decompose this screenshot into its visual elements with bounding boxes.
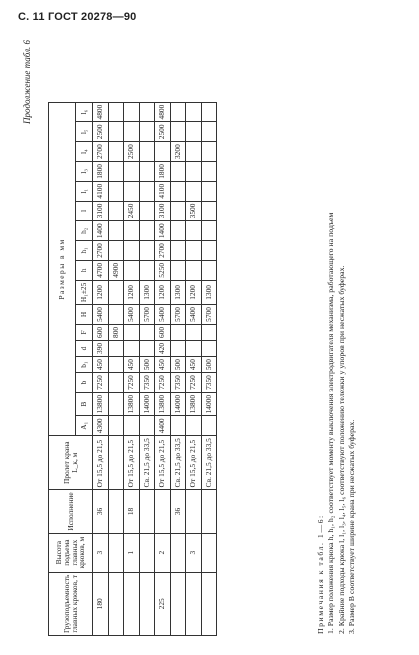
table-cell bbox=[201, 533, 217, 572]
table-cell: 4700 bbox=[93, 260, 109, 280]
table-cell: 36 bbox=[170, 490, 186, 533]
table-notes bbox=[316, 44, 357, 634]
table-cell bbox=[108, 162, 124, 182]
table-cell: 450 bbox=[186, 357, 202, 373]
table-cell bbox=[201, 572, 217, 635]
table-cell bbox=[124, 181, 140, 201]
table-cell: 1200 bbox=[93, 280, 109, 304]
col-b1: b₁ bbox=[76, 357, 93, 373]
table-cell: 2 bbox=[155, 533, 171, 572]
col-height: Высота подъема главных крюков, м bbox=[49, 533, 93, 572]
table-cell bbox=[108, 102, 124, 122]
table-cell: 1200 bbox=[124, 280, 140, 304]
table-cell bbox=[139, 533, 155, 572]
table-cell bbox=[124, 102, 140, 122]
table-cell: 7250 bbox=[186, 373, 202, 393]
table-cell: 14000 bbox=[139, 392, 155, 415]
col-l: l bbox=[76, 201, 93, 221]
table-cell bbox=[170, 221, 186, 241]
table-cell: 3100 bbox=[93, 201, 109, 221]
table-cell bbox=[139, 221, 155, 241]
table-cell: 2500 bbox=[93, 122, 109, 142]
col-d: d bbox=[76, 340, 93, 356]
note-2: 2. Крайние подходы крюка l, l₁, l₃, l₄, l₅, l₆ соответствуют положению тележки у упоров при несжатых буферах. bbox=[336, 265, 346, 634]
table-cell: 180 bbox=[93, 572, 109, 635]
table-cell bbox=[201, 324, 217, 340]
table-cell bbox=[201, 241, 217, 261]
table-cell bbox=[124, 324, 140, 340]
table-row bbox=[108, 102, 124, 635]
table-cell bbox=[124, 162, 140, 182]
table-cell: От 15,5 до 21,5 bbox=[186, 436, 202, 490]
table-cell: 4800 bbox=[155, 102, 171, 122]
table-cell bbox=[108, 490, 124, 533]
table-cell bbox=[124, 260, 140, 280]
table-cell: 4300 bbox=[93, 416, 109, 436]
table-cell bbox=[139, 490, 155, 533]
table-cell: 13800 bbox=[124, 392, 140, 415]
table-cell bbox=[108, 357, 124, 373]
table-cell: 5400 bbox=[155, 305, 171, 325]
table-cell: Св. 21,5 до 33,5 bbox=[170, 436, 186, 490]
table-cell bbox=[170, 162, 186, 182]
table-cell bbox=[108, 201, 124, 221]
table-cell: 7350 bbox=[170, 373, 186, 393]
table-cell bbox=[108, 373, 124, 393]
col-H: H bbox=[76, 305, 93, 325]
table-cell: 1200 bbox=[186, 280, 202, 304]
table-cell bbox=[201, 162, 217, 182]
table-row bbox=[93, 102, 109, 635]
table-cell: Св. 21,5 до 33,5 bbox=[139, 436, 155, 490]
rotated-table-page bbox=[22, 36, 392, 636]
table-cell: 7350 bbox=[139, 373, 155, 393]
col-span: Пролет крана L_к, м bbox=[49, 436, 93, 490]
table-cell bbox=[108, 181, 124, 201]
table-cell bbox=[186, 340, 202, 356]
table-cell: 1800 bbox=[93, 162, 109, 182]
table-cell bbox=[108, 280, 124, 304]
table-cell: 800 bbox=[108, 324, 124, 340]
table-cell bbox=[170, 201, 186, 221]
table-cell: 1 bbox=[124, 533, 140, 572]
table-cell bbox=[155, 142, 171, 162]
table-cell bbox=[139, 260, 155, 280]
col-l6: l₆ bbox=[76, 102, 93, 122]
col-l4: l₄ bbox=[76, 142, 93, 162]
table-cell bbox=[124, 122, 140, 142]
table-row bbox=[170, 102, 186, 635]
table-cell bbox=[186, 162, 202, 182]
table-cell: 450 bbox=[93, 357, 109, 373]
table-cell bbox=[108, 241, 124, 261]
table-cell: 7250 bbox=[93, 373, 109, 393]
table-cell bbox=[139, 572, 155, 635]
table-cell: 4900 bbox=[108, 260, 124, 280]
table-cell: 3500 bbox=[186, 201, 202, 221]
table-cell bbox=[139, 324, 155, 340]
table-cell bbox=[170, 533, 186, 572]
col-l1: l₁ bbox=[76, 181, 93, 201]
table-cell bbox=[201, 260, 217, 280]
table-cell bbox=[186, 324, 202, 340]
note-1: 1. Размер положения крюка h, h₁, h₂ соответствует моменту выключения электродвигателя механизма, работающего на подъем bbox=[326, 212, 336, 634]
table-cell: 600 bbox=[93, 324, 109, 340]
table-cell bbox=[139, 122, 155, 142]
notes-title: Примечания к табл. 1—6: bbox=[316, 514, 325, 634]
table-cell: 13800 bbox=[155, 392, 171, 415]
page-header: С. 11 ГОСТ 20278—90 bbox=[18, 11, 137, 23]
table-cell: 13800 bbox=[186, 392, 202, 415]
table-cell bbox=[201, 416, 217, 436]
table-cell bbox=[124, 572, 140, 635]
table-cell bbox=[139, 241, 155, 261]
table-cell bbox=[201, 102, 217, 122]
table-cell: 3 bbox=[93, 533, 109, 572]
table-cell bbox=[124, 241, 140, 261]
table-cell: 2500 bbox=[155, 122, 171, 142]
table-cell bbox=[139, 102, 155, 122]
table-cell: 4800 bbox=[93, 102, 109, 122]
table-cell bbox=[201, 340, 217, 356]
table-cell: 2700 bbox=[93, 241, 109, 261]
col-h: h bbox=[76, 260, 93, 280]
table-cell bbox=[108, 533, 124, 572]
table-cell: 500 bbox=[201, 357, 217, 373]
table-cell: 5400 bbox=[124, 305, 140, 325]
sizes-header: Размеры в мм bbox=[49, 102, 76, 436]
continuation-label: Продолжение табл. 6 bbox=[22, 40, 32, 124]
col-h2: h₂ bbox=[76, 221, 93, 241]
table-cell bbox=[201, 122, 217, 142]
col-A1: A₁ bbox=[76, 416, 93, 436]
table-cell bbox=[186, 260, 202, 280]
table-cell bbox=[170, 122, 186, 142]
table-cell bbox=[124, 340, 140, 356]
table-cell bbox=[124, 221, 140, 241]
table-cell bbox=[108, 436, 124, 490]
table-cell bbox=[201, 201, 217, 221]
col-l3: l₃ bbox=[76, 162, 93, 182]
table-cell bbox=[201, 181, 217, 201]
table-cell bbox=[139, 181, 155, 201]
table-cell bbox=[170, 324, 186, 340]
col-b: b bbox=[76, 373, 93, 393]
table-cell bbox=[186, 221, 202, 241]
col-version: Исполнение bbox=[49, 490, 93, 533]
table-cell: 1300 bbox=[170, 280, 186, 304]
table-cell bbox=[186, 241, 202, 261]
table-cell: 2700 bbox=[93, 142, 109, 162]
table-cell: 225 bbox=[155, 572, 171, 635]
table-cell bbox=[170, 102, 186, 122]
dimensions-table bbox=[48, 102, 217, 636]
col-capacity: Грузоподъемность главных крюков, т bbox=[49, 572, 93, 635]
table-cell: 3100 bbox=[155, 201, 171, 221]
table-cell bbox=[108, 305, 124, 325]
table-cell bbox=[139, 416, 155, 436]
table-cell: 4100 bbox=[93, 181, 109, 201]
table-cell: 3200 bbox=[170, 142, 186, 162]
table-cell: 5700 bbox=[170, 305, 186, 325]
table-cell: 7250 bbox=[124, 373, 140, 393]
table-cell: 36 bbox=[93, 490, 109, 533]
table-row bbox=[139, 102, 155, 635]
table-cell bbox=[139, 201, 155, 221]
table-cell bbox=[170, 181, 186, 201]
table-cell bbox=[170, 260, 186, 280]
table-cell bbox=[108, 392, 124, 415]
table-cell: 5700 bbox=[201, 305, 217, 325]
table-cell: 2700 bbox=[155, 241, 171, 261]
table-cell: 13800 bbox=[93, 392, 109, 415]
note-3: 3. Размер B соответствует ширине крана при несжатых буферах. bbox=[346, 419, 356, 634]
table-cell bbox=[155, 490, 171, 533]
col-B: B bbox=[76, 392, 93, 415]
table-cell bbox=[108, 221, 124, 241]
table-cell bbox=[186, 490, 202, 533]
table-cell: 500 bbox=[139, 357, 155, 373]
table-cell bbox=[186, 181, 202, 201]
col-h1: h₁ bbox=[76, 241, 93, 261]
table-cell bbox=[186, 416, 202, 436]
col-F: F bbox=[76, 324, 93, 340]
table-cell bbox=[170, 572, 186, 635]
table-cell: 390 bbox=[93, 340, 109, 356]
table-cell: 1300 bbox=[139, 280, 155, 304]
table-cell: 1200 bbox=[155, 280, 171, 304]
table-cell: От 15,5 до 21,5 bbox=[93, 436, 109, 490]
table-cell bbox=[186, 102, 202, 122]
table-cell: 18 bbox=[124, 490, 140, 533]
table-cell bbox=[124, 416, 140, 436]
table-row bbox=[201, 102, 217, 635]
table-cell bbox=[139, 142, 155, 162]
table-cell bbox=[201, 221, 217, 241]
table-cell: 7250 bbox=[155, 373, 171, 393]
table-cell: 5250 bbox=[155, 260, 171, 280]
table-cell bbox=[186, 142, 202, 162]
table-cell: От 15,5 до 21,5 bbox=[124, 436, 140, 490]
table-cell: 2450 bbox=[124, 201, 140, 221]
table-cell: 3 bbox=[186, 533, 202, 572]
table-cell bbox=[170, 340, 186, 356]
table-cell bbox=[139, 162, 155, 182]
table-cell: 1300 bbox=[201, 280, 217, 304]
table-cell: 450 bbox=[124, 357, 140, 373]
col-H1: H₁±25 bbox=[76, 280, 93, 304]
table-row bbox=[155, 102, 171, 635]
table-cell: 500 bbox=[170, 357, 186, 373]
table-cell bbox=[108, 142, 124, 162]
table-cell: 1800 bbox=[155, 162, 171, 182]
table-cell: 420 bbox=[155, 340, 171, 356]
table-cell bbox=[186, 572, 202, 635]
col-l5: l₅ bbox=[76, 122, 93, 142]
table-cell: 4400 bbox=[155, 416, 171, 436]
table-cell: 14000 bbox=[201, 392, 217, 415]
table-cell: От 15,5 до 21,5 bbox=[155, 436, 171, 490]
table-cell: 5700 bbox=[139, 305, 155, 325]
table-cell: 2500 bbox=[124, 142, 140, 162]
table-cell: 7350 bbox=[201, 373, 217, 393]
table-cell bbox=[201, 490, 217, 533]
table-row bbox=[186, 102, 202, 635]
table-cell bbox=[186, 122, 202, 142]
table-cell: 1400 bbox=[155, 221, 171, 241]
table-cell: Св. 21,5 до 33,5 bbox=[201, 436, 217, 490]
table-cell: 5400 bbox=[93, 305, 109, 325]
table-cell bbox=[139, 340, 155, 356]
table-cell: 450 bbox=[155, 357, 171, 373]
table-cell bbox=[201, 142, 217, 162]
table-cell: 600 bbox=[155, 324, 171, 340]
table-row bbox=[124, 102, 140, 635]
table-cell bbox=[108, 122, 124, 142]
table-cell bbox=[108, 416, 124, 436]
table-cell: 4100 bbox=[155, 181, 171, 201]
table-cell: 1400 bbox=[93, 221, 109, 241]
table-cell bbox=[170, 241, 186, 261]
table-cell: 5400 bbox=[186, 305, 202, 325]
table-cell bbox=[108, 340, 124, 356]
table-cell: 14000 bbox=[170, 392, 186, 415]
table-cell bbox=[170, 416, 186, 436]
table-cell bbox=[108, 572, 124, 635]
